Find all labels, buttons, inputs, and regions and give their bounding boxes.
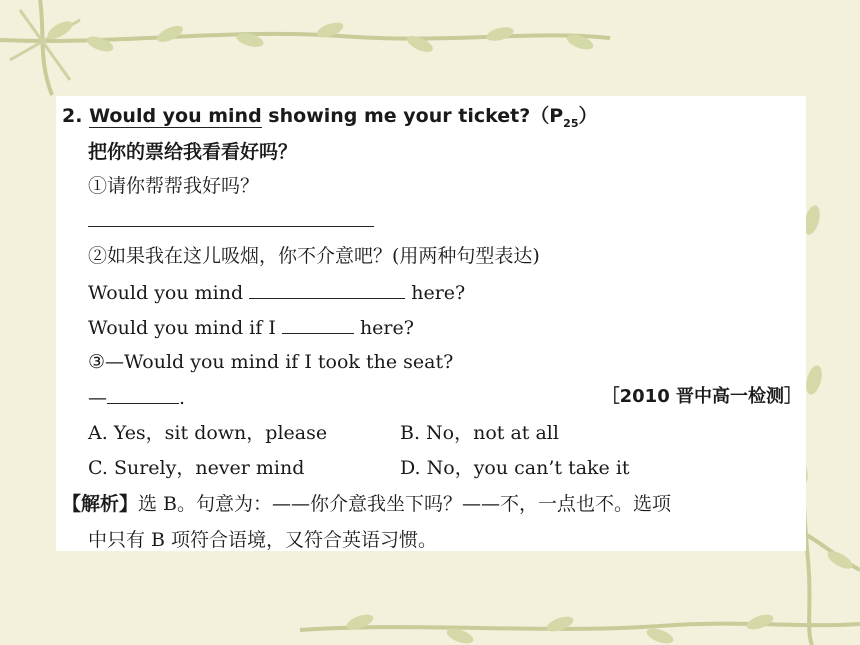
item2-line2-start: Would you mind if I xyxy=(88,317,276,339)
question-header xyxy=(62,104,598,136)
question-sentence: showing me your ticket xyxy=(261,105,520,127)
item2-prompt: ②如果我在这儿吸烟，你不介意吧？(用两种句型表达) xyxy=(88,245,540,267)
page-ref-close: ） xyxy=(578,105,598,127)
option-b[interactable]: B. No，not at all xyxy=(400,422,559,444)
analysis-label: 【解析】 xyxy=(62,493,139,515)
translation: 把你的票给我看看好吗？ xyxy=(88,141,298,163)
source-label: ［2010 晋中高一检测］ xyxy=(601,386,802,407)
item2-line2-end: here? xyxy=(359,317,414,339)
option-c[interactable]: C. Surely，never mind xyxy=(88,457,305,479)
question-number: 2. xyxy=(62,105,83,127)
analysis-text-1: 选 B。句意为：——你介意我坐下吗？——不，一点也不。选项 xyxy=(138,493,672,515)
analysis-text-2: 中只有 B 项符合语境，又符合英语习惯。 xyxy=(88,529,438,551)
item2-blank1[interactable] xyxy=(249,280,405,299)
item3-blank[interactable] xyxy=(107,385,179,404)
item2-blank2[interactable] xyxy=(282,315,354,334)
item3-prompt: ③—Would you mind if I took the seat? xyxy=(88,351,454,373)
option-d[interactable]: D. No，you can’t take it xyxy=(400,457,630,479)
key-phrase: Would you mind xyxy=(89,105,262,127)
page-ref-number: 25 xyxy=(563,116,579,130)
item2-line1 xyxy=(88,280,465,305)
options-row-2 xyxy=(88,456,788,480)
page-ref-open: （P xyxy=(530,105,564,127)
analysis-line1 xyxy=(62,492,671,516)
question-mark: ? xyxy=(519,105,531,127)
item2-line1-start: Would you mind xyxy=(88,282,244,304)
item1-answer-blank[interactable] xyxy=(88,208,374,233)
item1-prompt: ①请你帮帮我好吗？ xyxy=(88,175,260,197)
option-a[interactable]: A. Yes，sit down，please xyxy=(88,422,328,444)
response-end: . xyxy=(179,387,186,409)
item3-response xyxy=(88,385,185,410)
options-row-1 xyxy=(88,421,788,445)
item2-line2 xyxy=(88,315,414,340)
item2-line1-end: here? xyxy=(411,282,466,304)
response-dash: — xyxy=(88,387,107,409)
